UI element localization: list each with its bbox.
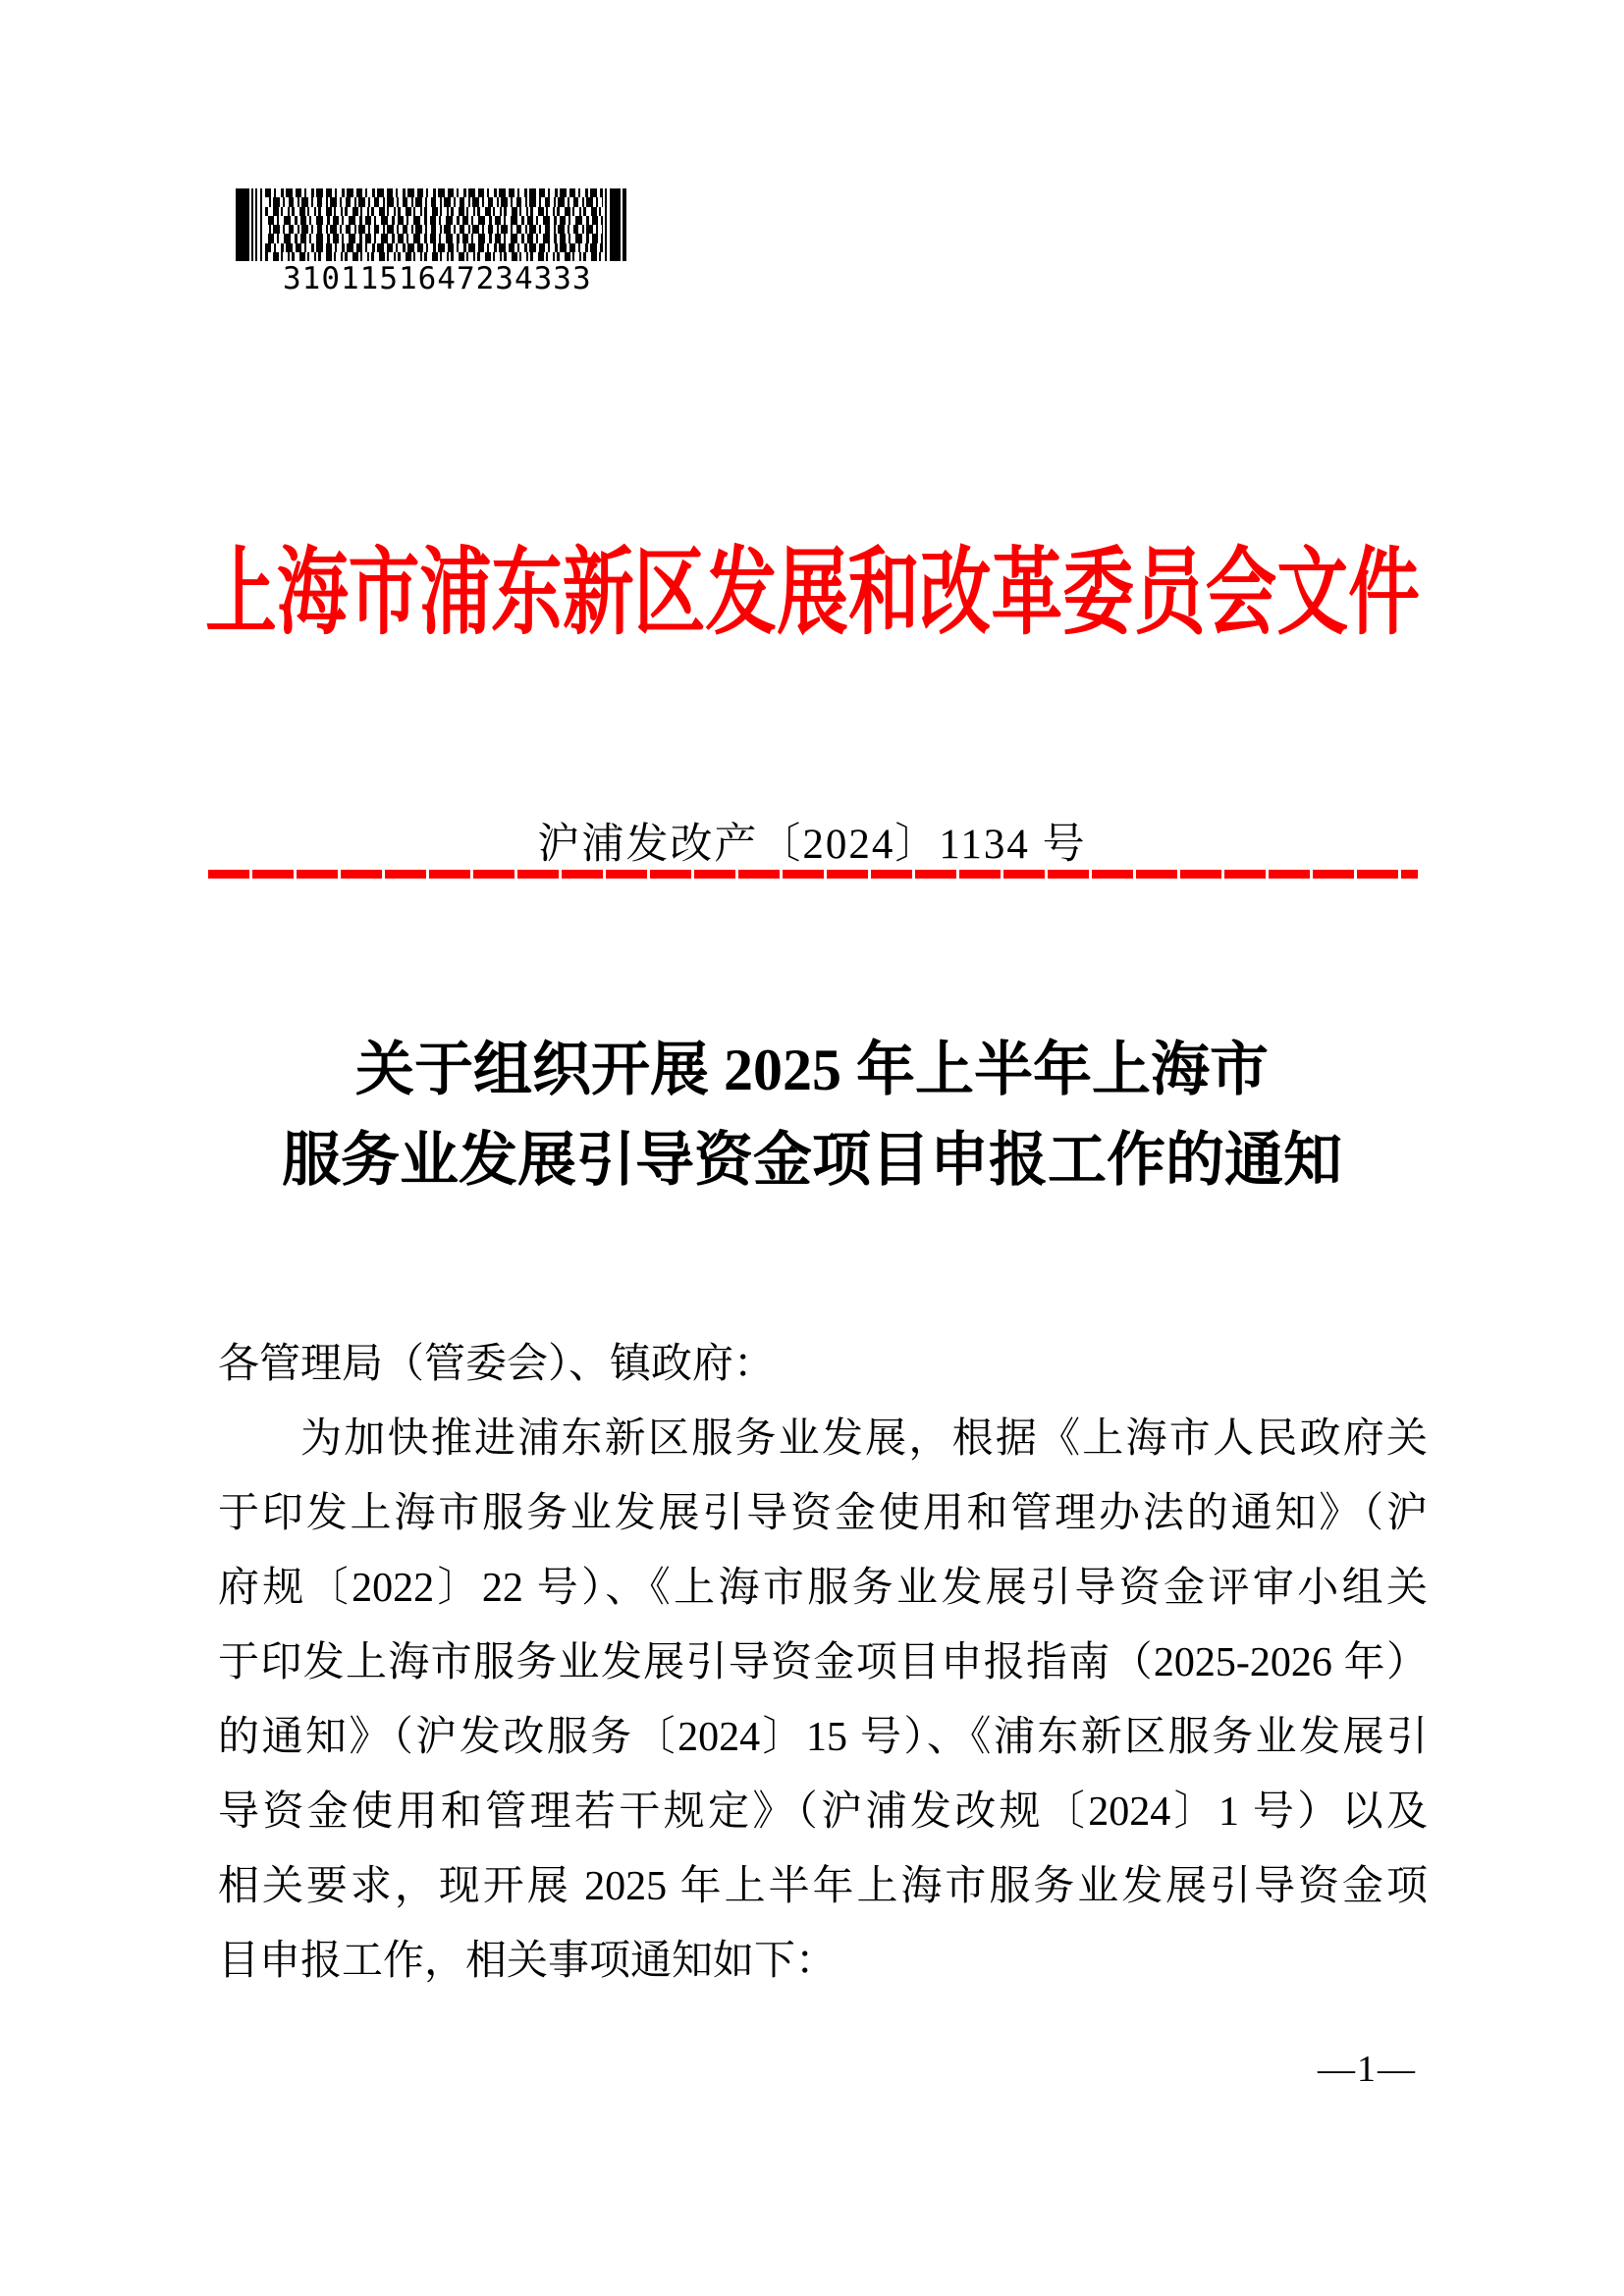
body-line: 相关要求，现开展 2025 年上半年上海市服务业发展引导资金项: [218, 1864, 1428, 1909]
salutation: 各管理局（管委会）、镇政府：: [218, 1342, 776, 1387]
body-line: 的通知》（沪发改服务〔2024〕15 号）、《浦东新区服务业发展引: [218, 1715, 1428, 1760]
document-title-line2: 服务业发展引导资金项目申报工作的通知: [282, 1128, 1342, 1193]
document-reference-number: 沪浦发改产〔2024〕1134 号: [537, 822, 1087, 868]
body-line: 于印发上海市服务业发展引导资金项目申报指南（2025-2026 年）: [218, 1640, 1428, 1685]
barcode-data-region: [265, 188, 603, 261]
document-body: [218, 1327, 1428, 1999]
body-line: 于印发上海市服务业发展引导资金使用和管理办法的通知》（沪: [218, 1491, 1428, 1536]
page-number: —1—: [1318, 2049, 1417, 2090]
body-line: 导资金使用和管理若干规定》（沪浦发改规〔2024〕1 号）以及: [218, 1789, 1428, 1835]
document-title-line1: 关于组织开展 2025 年上半年上海市: [355, 1038, 1269, 1102]
letterhead-org-title: 上海市浦东新区发展和改革委员会文件: [204, 541, 1420, 646]
barcode-image: [236, 188, 626, 261]
barcode-number: 3101151647234333: [283, 261, 592, 296]
body-line: 府规〔2022〕22 号）、《上海市服务业发展引导资金评审小组关: [218, 1566, 1428, 1611]
body-line: 为加快推进浦东新区服务业发展，根据《上海市人民政府关: [300, 1416, 1428, 1462]
barcode-stop-pattern: [603, 188, 626, 261]
letterhead-divider-line: [208, 870, 1418, 879]
body-line: 目申报工作，相关事项通知如下：: [218, 1939, 838, 1984]
barcode-start-pattern: [236, 188, 265, 261]
document-title: [0, 1025, 1624, 1205]
